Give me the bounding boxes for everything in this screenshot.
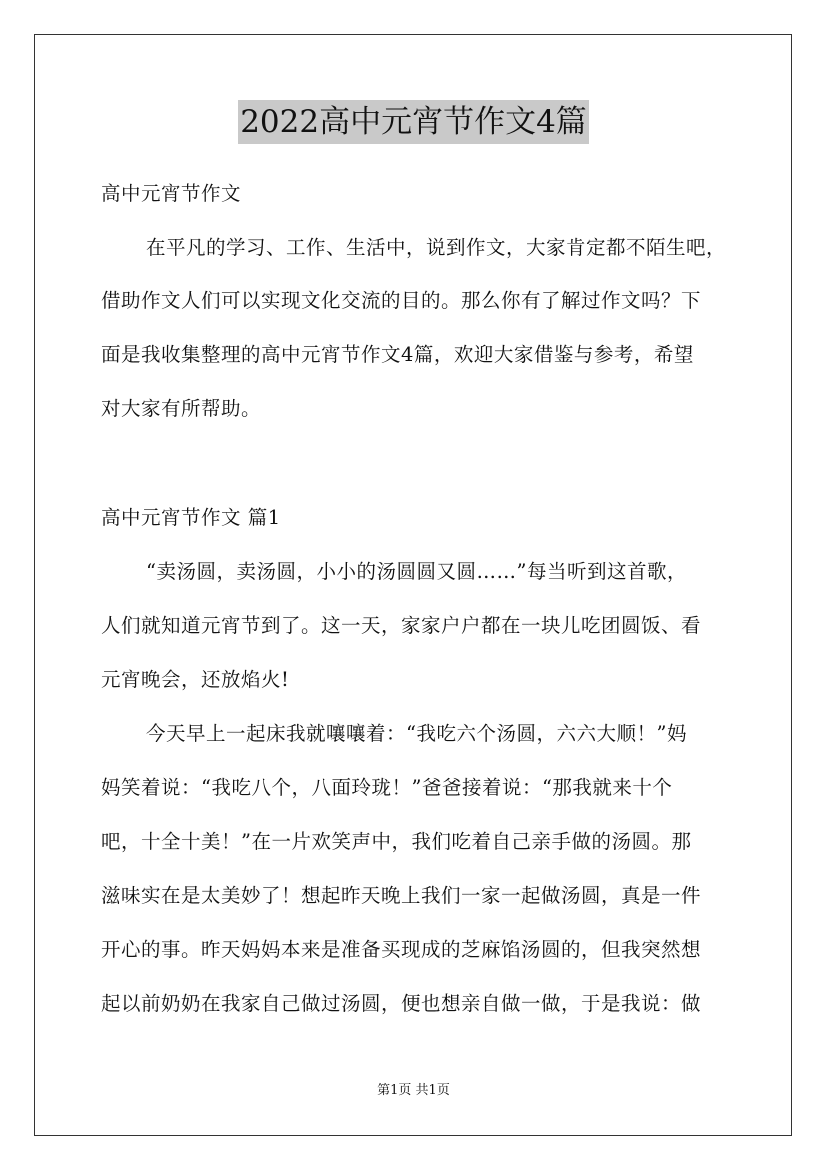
section1-line-1: “卖汤圆，卖汤圆，小小的汤圆圆又圆……”每当听到这首歌， (146, 560, 687, 583)
section1-line-7: 滋味实在是太美妙了！想起昨天晚上我们一家一起做汤圆，真是一件 (101, 884, 702, 907)
section1-line-8: 开心的事。昨天妈妈本来是准备买现成的芝麻馅汤圆的，但我突然想 (101, 938, 702, 961)
section1-line-5: 妈笑着说：“我吃八个，八面玲珑！”爸爸接着说：“那我就来十个 (101, 776, 673, 799)
page-footer: 第1页 共1页 (377, 1083, 450, 1098)
section1-line-3: 元宵晚会，还放焰火! (101, 668, 290, 691)
section1-line-2: 人们就知道元宵节到了。这一天，家家户户都在一块儿吃团圆饭、看 (101, 614, 702, 637)
section1-line-6: 吧，十全十美！”在一片欢笑声中，我们吃着自己亲手做的汤圆。那 (101, 830, 692, 853)
intro-line-4: 对大家有所帮助。 (101, 397, 262, 420)
section1-line-4: 今天早上一起床我就嚷嚷着：“我吃六个汤圆，六六大顺！”妈 (146, 722, 687, 745)
intro-line-3: 面是我收集整理的高中元宵节作文4篇，欢迎大家借鉴与参考，希望 (101, 343, 694, 366)
section1-heading: 高中元宵节作文 篇1 (101, 506, 281, 529)
document-title: 2022高中元宵节作文4篇 (238, 100, 589, 144)
title-wrap (0, 100, 827, 144)
intro-line-1: 在平凡的学习、工作、生活中，说到作文，大家肯定都不陌生吧， (146, 236, 727, 259)
intro-heading: 高中元宵节作文 (101, 182, 242, 205)
intro-line-2: 借助作文人们可以实现文化交流的目的。那么你有了解过作文吗？下 (101, 289, 702, 312)
section1-line-9: 起以前奶奶在我家自己做过汤圆，便也想亲自做一做，于是我说：做 (101, 992, 702, 1015)
